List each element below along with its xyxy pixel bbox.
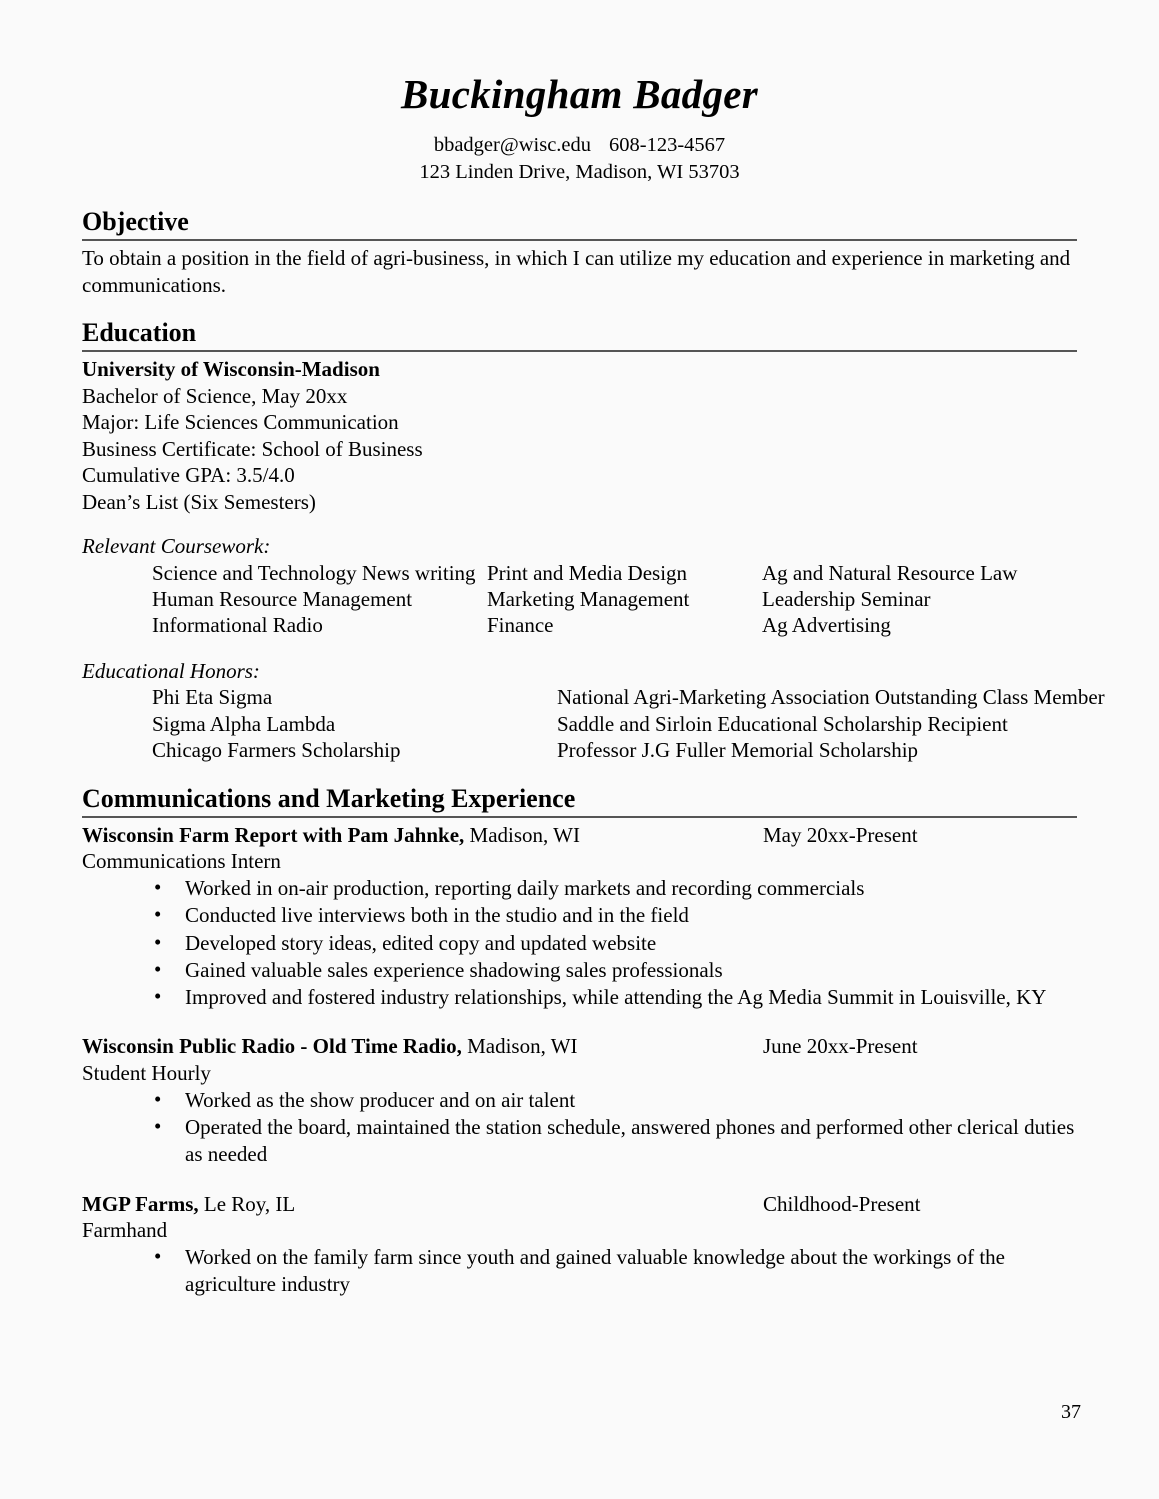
coursework-item: Human Resource Management bbox=[152, 587, 413, 611]
list-item bbox=[82, 875, 1077, 902]
experience-entry bbox=[82, 822, 1077, 1012]
spacer bbox=[82, 639, 1077, 658]
coursework-item: Ag and Natural Resource Law bbox=[762, 560, 1018, 585]
honors-table bbox=[82, 684, 1147, 763]
list-item bbox=[82, 957, 1077, 984]
coursework-label: Relevant Coursework: bbox=[82, 534, 271, 559]
education-detail: Dean’s List (Six Semesters) bbox=[82, 489, 316, 514]
job-header bbox=[82, 822, 1077, 849]
contact-email-phone bbox=[82, 118, 1077, 159]
spacer bbox=[82, 1169, 1077, 1191]
job-location: Le Roy, IL bbox=[198, 1191, 296, 1216]
coursework-item: Finance bbox=[487, 613, 554, 638]
bullet-text: Worked in on-air production, reporting daily markets and recording commercials bbox=[185, 875, 865, 900]
experience-entry bbox=[82, 1191, 1077, 1299]
table-row bbox=[82, 560, 1077, 586]
job-organization: Wisconsin Farm Report with Pam Jahnke, bbox=[82, 822, 465, 847]
contact-email: bbadger@wisc.edu bbox=[433, 133, 592, 156]
bullet-text: Worked as the show producer and on air talent bbox=[185, 1087, 576, 1112]
section-education bbox=[82, 318, 1105, 763]
coursework-item: Science and Technology News writing bbox=[152, 560, 476, 585]
list-item bbox=[82, 1114, 1077, 1169]
spacer bbox=[82, 1011, 1077, 1033]
page-number: 37 bbox=[1061, 1401, 1081, 1423]
job-location: Madison, WI bbox=[461, 1034, 578, 1059]
resume-content bbox=[82, 0, 1105, 1299]
bullet-text: Worked on the family farm since youth and gained valuable knowledge about the workings of the agriculture industry bbox=[185, 1244, 1005, 1297]
experience-rule bbox=[82, 816, 1077, 818]
bullet-icon: • bbox=[154, 1114, 162, 1139]
bullet-text: Developed story ideas, edited copy and updated website bbox=[185, 930, 657, 955]
contact-address: 123 Linden Drive, Madison, WI 53703 bbox=[419, 161, 740, 184]
coursework-item: Informational Radio bbox=[152, 613, 323, 638]
bullet-text: Operated the board, maintained the station schedule, answered phones and performed other clerical duties as needed bbox=[185, 1115, 1075, 1167]
education-rule bbox=[82, 350, 1077, 352]
job-bullet-list bbox=[82, 875, 1077, 1011]
job-bullet-list bbox=[82, 1087, 1077, 1169]
candidate-name: Buckingham Badger bbox=[400, 71, 759, 117]
bullet-icon: • bbox=[154, 1086, 162, 1111]
education-detail: Cumulative GPA: 3.5/4.0 bbox=[82, 463, 295, 488]
list-item bbox=[82, 984, 1077, 1011]
job-role: Farmhand bbox=[82, 1218, 168, 1243]
table-row bbox=[82, 737, 1147, 763]
job-role: Communications Intern bbox=[82, 849, 281, 874]
table-row bbox=[82, 711, 1147, 737]
honor-item: Chicago Farmers Scholarship bbox=[152, 738, 401, 763]
job-bullet-list bbox=[82, 1244, 1077, 1299]
list-item bbox=[82, 902, 1077, 929]
job-date: May 20xx-Present bbox=[763, 822, 918, 847]
bullet-icon: • bbox=[154, 956, 162, 981]
bullet-icon: • bbox=[154, 929, 162, 954]
honor-item: Saddle and Sirloin Educational Scholarship Recipient bbox=[557, 711, 1008, 736]
resume-header bbox=[82, 0, 1077, 187]
bullet-text: Conducted live interviews both in the studio and in the field bbox=[185, 903, 689, 928]
education-detail: Bachelor of Science, May 20xx bbox=[82, 383, 348, 408]
honor-item: Phi Eta Sigma bbox=[152, 685, 273, 710]
coursework-item: Leadership Seminar bbox=[762, 587, 931, 611]
table-row bbox=[82, 612, 1077, 638]
list-item bbox=[82, 1087, 1077, 1114]
section-experience bbox=[82, 784, 1077, 1299]
education-heading: Education bbox=[82, 318, 197, 348]
education-detail: Major: Life Sciences Communication bbox=[82, 410, 399, 435]
contact-phone: 608-123-4567 bbox=[609, 133, 726, 156]
list-item bbox=[82, 930, 1077, 957]
objective-rule bbox=[82, 239, 1077, 241]
job-organization: MGP Farms, bbox=[82, 1191, 199, 1216]
objective-text: To obtain a position in the field of agri-business, in which I can utilize my education and experience in marketing and communications. bbox=[82, 245, 1071, 297]
experience-entry bbox=[82, 1033, 1077, 1168]
education-school: University of Wisconsin-Madison bbox=[82, 357, 380, 382]
job-date: Childhood-Present bbox=[763, 1191, 921, 1216]
bullet-icon: • bbox=[154, 902, 162, 927]
honor-item: Professor J.G Fuller Memorial Scholarship bbox=[557, 738, 919, 763]
experience-heading: Communications and Marketing Experience bbox=[82, 783, 576, 813]
section-objective bbox=[82, 207, 1077, 299]
bullet-icon: • bbox=[154, 874, 162, 899]
job-organization: Wisconsin Public Radio - Old Time Radio, bbox=[82, 1034, 462, 1059]
job-role: Student Hourly bbox=[82, 1061, 211, 1086]
job-date: June 20xx-Present bbox=[763, 1034, 918, 1059]
coursework-item: Ag Advertising bbox=[762, 613, 891, 638]
honor-item: Sigma Alpha Lambda bbox=[152, 711, 336, 736]
bullet-text: Improved and fostered industry relationships, while attending the Ag Media Summit in Louisville, KY bbox=[185, 985, 1047, 1010]
spacer bbox=[82, 515, 1077, 533]
objective-heading: Objective bbox=[82, 206, 189, 236]
list-item bbox=[82, 1244, 1077, 1299]
bullet-text: Gained valuable sales experience shadowing sales professionals bbox=[185, 957, 723, 982]
coursework-item: Print and Media Design bbox=[487, 560, 688, 585]
job-location: Madison, WI bbox=[464, 822, 580, 847]
job-header bbox=[82, 1033, 1077, 1060]
coursework-item: Marketing Management bbox=[487, 587, 690, 611]
education-detail: Business Certificate: School of Business bbox=[82, 436, 423, 461]
coursework-table bbox=[82, 560, 1077, 639]
honor-item: National Agri-Marketing Association Outstanding Class Member bbox=[557, 685, 1105, 710]
bullet-icon: • bbox=[154, 1243, 162, 1268]
table-row bbox=[82, 684, 1147, 710]
honors-label: Educational Honors: bbox=[82, 658, 260, 683]
job-header bbox=[82, 1191, 1077, 1218]
table-row bbox=[82, 586, 1077, 612]
bullet-icon: • bbox=[154, 984, 162, 1009]
